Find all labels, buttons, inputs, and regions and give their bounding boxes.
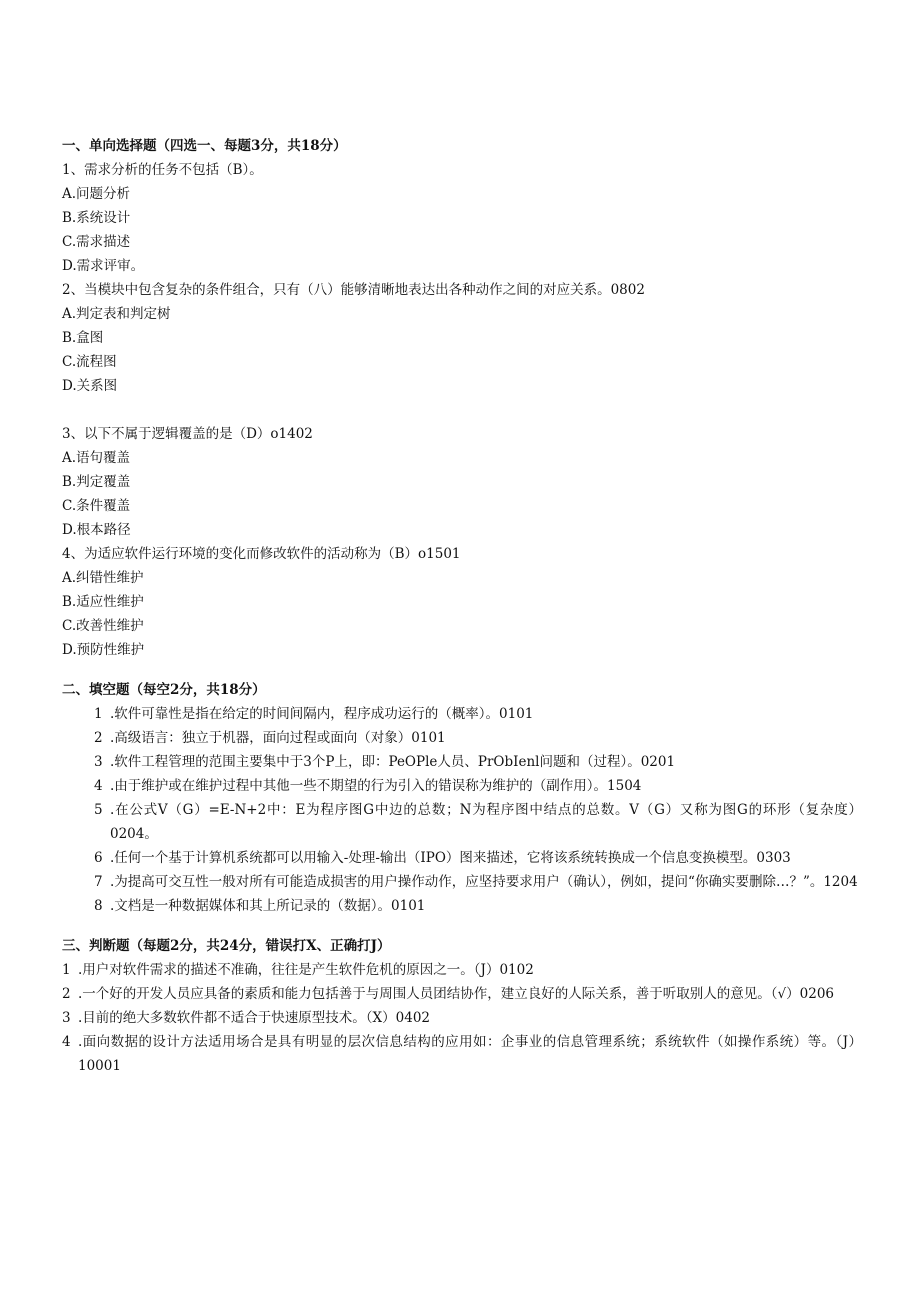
fill-item: [62, 702, 862, 726]
item-text: .在公式V（G）=E-N+2中：E为程序图G中边的总数；N为程序图中结点的总数。V（G）又称为图G的环形（复杂度）0204。: [110, 802, 862, 842]
item-number: 7: [94, 874, 103, 890]
option: A.判定表和判定树: [62, 306, 171, 322]
item-number: 4: [62, 1034, 71, 1050]
judge-item: [62, 982, 862, 1006]
item-text: .面向数据的设计方法适用场合是具有明显的层次信息结构的应用如：企事业的信息管理系统；系统软件（如操作系统）等。（J）10001: [78, 1034, 862, 1074]
option: A.语句覆盖: [62, 450, 131, 466]
question-stem: 4、为适应软件运行环境的变化而修改软件的活动称为（B）o1501: [62, 546, 461, 562]
option: D.预防性维护: [62, 642, 145, 658]
fill-item: [62, 894, 862, 918]
question-stem: 3、以下不属于逻辑覆盖的是（D）o1402: [62, 426, 313, 442]
item-text: .由于维护或在维护过程中其他一些不期望的行为引入的错误称为维护的（副作用）。1504: [110, 778, 642, 794]
item-text: .目前的绝大多数软件都不适合于快速原型技术。（X）0402: [78, 1010, 431, 1026]
item-number: 4: [94, 778, 103, 794]
question-stem: 1、需求分析的任务不包括（B）。: [62, 162, 263, 178]
item-text: .为提高可交互性一般对所有可能造成损害的用户操作动作，应坚持要求用户（确认），例如，提问“你确实要删除…？”。1204: [110, 874, 858, 890]
judge-item: [62, 958, 862, 982]
option: A.纠错性维护: [62, 570, 144, 586]
fill-item: [62, 846, 862, 870]
item-number: 3: [94, 754, 103, 770]
section-judge-title: 三、判断题（每题2分，共24分，错误打X、正确打J）: [62, 938, 391, 954]
option: A.问题分析: [62, 186, 131, 202]
item-text: .软件可靠性是指在给定的时间间隔内，程序成功运行的（概率）。0101: [110, 706, 534, 722]
item-number: 6: [94, 850, 103, 866]
item-text: .任何一个基于计算机系统都可以用输入-处理-输出（IPO）图来描述，它将该系统转换成一个信息变换模型。0303: [110, 850, 791, 866]
item-number: 2: [62, 986, 71, 1002]
item-number: 3: [62, 1010, 71, 1026]
item-text: .文档是一种数据媒体和其上所记录的（数据）。0101: [110, 898, 426, 914]
option: D.需求评审。: [62, 258, 145, 274]
judge-item: [62, 1030, 862, 1078]
section-choice-title: 一、单向选择题（四选一、每题3分，共18分）: [62, 138, 347, 154]
item-number: 1: [62, 962, 71, 978]
item-number: 5: [94, 802, 103, 818]
option: C.需求描述: [62, 234, 131, 250]
fill-item: [62, 750, 862, 774]
item-text: .软件工程管理的范围主要集中于3个P上，即：PeOPle人员、PrObIenl问题和（过程）。0201: [110, 754, 676, 770]
spacer: [62, 918, 862, 934]
option: B.适应性维护: [62, 594, 144, 610]
item-text: .一个好的开发人员应具备的素质和能力包括善于与周围人员团结协作，建立良好的人际关系，善于听取别人的意见。（√）0206: [78, 986, 834, 1002]
option: C.条件覆盖: [62, 498, 131, 514]
fill-item: [62, 774, 862, 798]
fill-item: [62, 726, 862, 750]
question-stem: 2、当模块中包含复杂的条件组合，只有（八）能够清晰地表达出各种动作之间的对应关系。0802: [62, 282, 645, 298]
item-text: .高级语言：独立于机器，面向过程或面向（对象）0101: [110, 730, 446, 746]
spacer: [62, 398, 862, 422]
section-fill-title: 二、填空题（每空2分，共18分）: [62, 682, 266, 698]
item-text: .用户对软件需求的描述不准确，往往是产生软件危机的原因之一。（J）0102: [78, 962, 534, 978]
item-number: 2: [94, 730, 103, 746]
option: D.根本路径: [62, 522, 131, 538]
exam-content: [62, 134, 862, 1078]
option: C.流程图: [62, 354, 117, 370]
fill-item: [62, 870, 862, 894]
judge-item: [62, 1006, 862, 1030]
spacer: [62, 662, 862, 678]
option: B.判定覆盖: [62, 474, 131, 490]
option: C.改善性维护: [62, 618, 144, 634]
item-number: 1: [94, 706, 103, 722]
fill-item: [62, 798, 862, 846]
option: B.系统设计: [62, 210, 131, 226]
item-number: 8: [94, 898, 103, 914]
option: D.关系图: [62, 378, 118, 394]
option: B.盒图: [62, 330, 104, 346]
